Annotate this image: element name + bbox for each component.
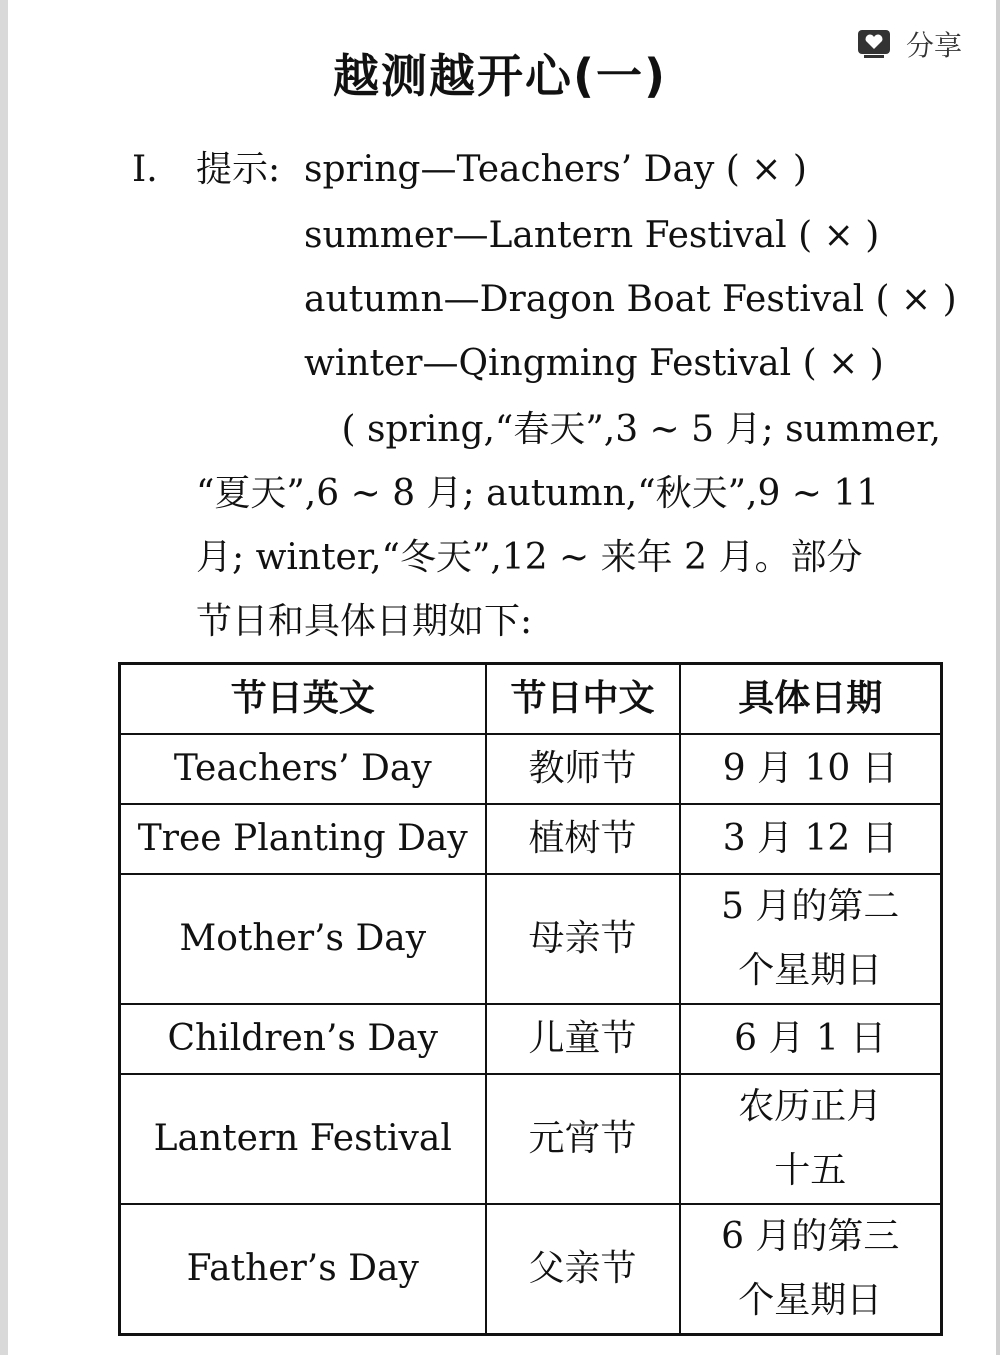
hint-label: 提示:: [196, 149, 281, 190]
date-line: 十五: [774, 1150, 847, 1191]
date-line: 农历正月: [738, 1086, 883, 1127]
page-edge-right: [996, 0, 1000, 1355]
table-row: [120, 804, 942, 874]
table-row: [120, 1074, 942, 1204]
page-edge-left: [0, 0, 8, 1355]
date-line: 3 月 12 日: [722, 818, 898, 859]
explanation-line: 节日和具体日期如下:: [196, 601, 533, 642]
date-line: 个星期日: [738, 950, 883, 991]
header-english-name: 节日英文: [120, 664, 486, 735]
cell-date: [680, 1204, 942, 1335]
date-line: 6 月 1 日: [734, 1018, 887, 1059]
date-line: 个星期日: [738, 1280, 883, 1321]
hint-pair: autumn—Dragon Boat Festival ( × ): [304, 279, 957, 320]
cell-english: Lantern Festival: [120, 1074, 486, 1204]
cell-chinese: 植树节: [486, 804, 680, 874]
explanation-line: ( spring,“春天”,3 ~ 5 月; summer,: [341, 409, 941, 450]
cell-chinese: 元宵节: [486, 1074, 680, 1204]
table-row: [120, 1204, 942, 1335]
cell-chinese: 教师节: [486, 734, 680, 804]
cell-date: [680, 874, 942, 1004]
explanation-line: “夏天”,6 ~ 8 月; autumn,“秋天”,9 ~ 11: [196, 473, 880, 514]
cell-chinese: 父亲节: [486, 1204, 680, 1335]
cell-date: [680, 734, 942, 804]
hint-pair: summer—Lantern Festival ( × ): [304, 215, 880, 256]
page-title: 越测越开心(一): [332, 49, 668, 103]
cell-english: Father’s Day: [120, 1204, 486, 1335]
header-chinese-name: 节日中文: [486, 664, 680, 735]
cell-english: Tree Planting Day: [120, 804, 486, 874]
explanation-line: 月; winter,“冬天”,12 ~ 来年 2 月。部分: [196, 537, 863, 578]
date-line: 6 月的第三: [721, 1216, 900, 1257]
table-row: [120, 1004, 942, 1074]
hint-pair: winter—Qingming Festival ( × ): [304, 343, 884, 384]
section-number: Ⅰ.: [132, 149, 158, 190]
cell-chinese: 儿童节: [486, 1004, 680, 1074]
table-header-row: [120, 664, 942, 735]
header-date: 具体日期: [680, 664, 942, 735]
date-line: 5 月的第二: [721, 886, 900, 927]
cell-date: [680, 804, 942, 874]
cell-english: Mother’s Day: [120, 874, 486, 1004]
cell-english: Teachers’ Day: [120, 734, 486, 804]
festival-table: [118, 662, 943, 1336]
hint-pair: spring—Teachers’ Day ( × ): [304, 149, 807, 190]
cell-chinese: 母亲节: [486, 874, 680, 1004]
date-line: 9 月 10 日: [722, 748, 898, 789]
table-row: [120, 734, 942, 804]
cell-english: Children’s Day: [120, 1004, 486, 1074]
cell-date: [680, 1074, 942, 1204]
table-row: [120, 874, 942, 1004]
share-label: 分享: [906, 29, 963, 62]
cell-date: [680, 1004, 942, 1074]
